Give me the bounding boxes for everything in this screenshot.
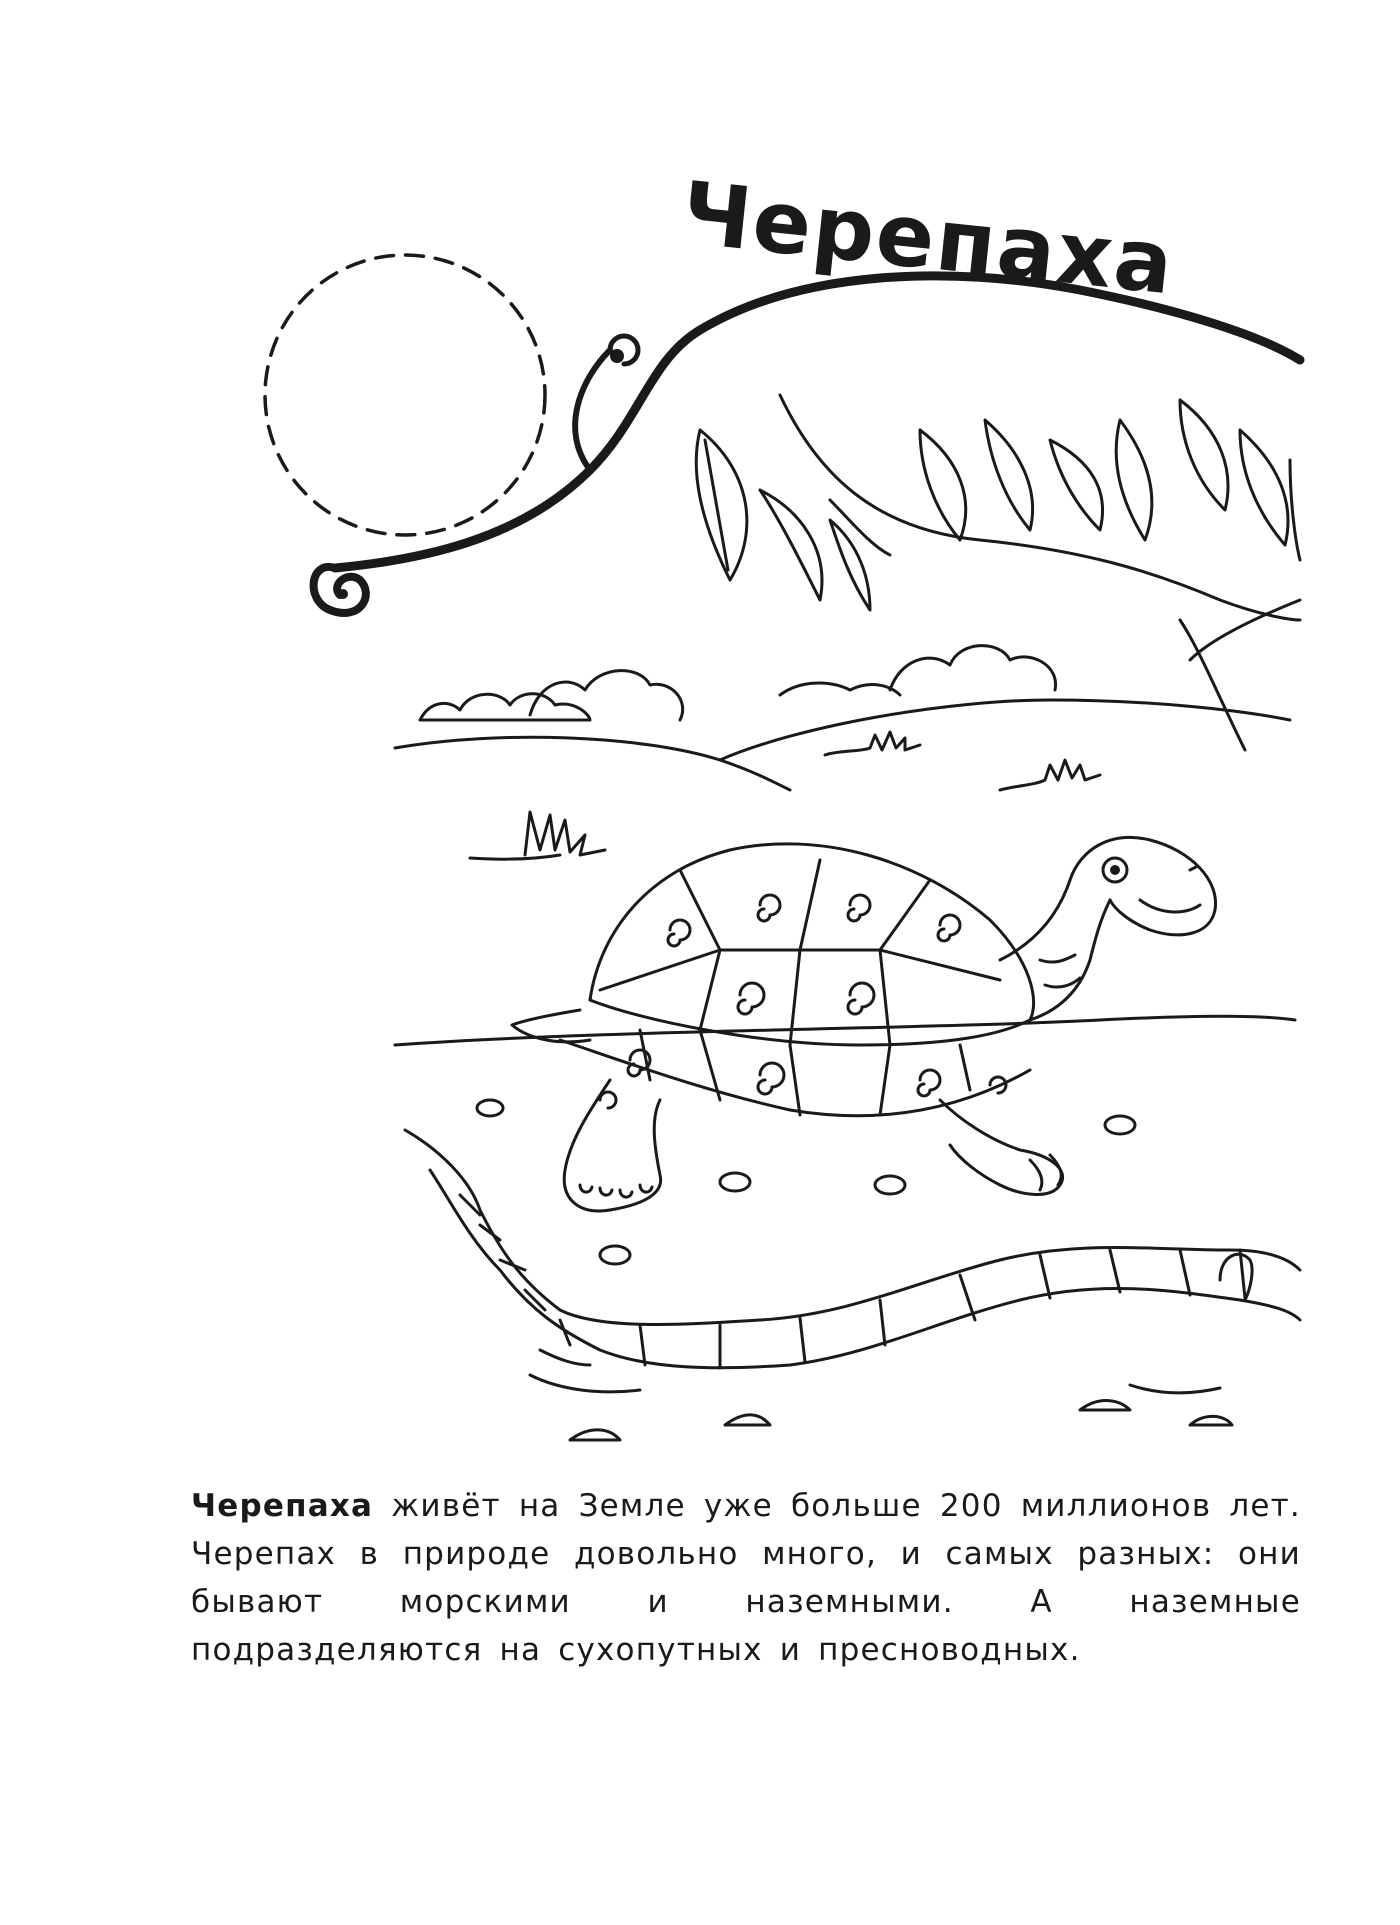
water-ripples — [530, 1350, 1232, 1440]
description-lead: Черепаха — [191, 1488, 374, 1524]
leafy-branch — [696, 395, 1300, 750]
description-text: живёт на Земле уже больше 200 миллионов лет. Черепах в природе довольно много, и самых разных: они бывают морскими и наземными. А наземные подразделяются на сухопутных и пресноводных. — [191, 1488, 1301, 1668]
page-title: Черепаха — [676, 163, 1180, 315]
description-paragraph — [191, 1482, 1301, 1674]
pebbles — [477, 1100, 1135, 1264]
turtle — [512, 837, 1216, 1211]
pond-shore — [405, 1130, 1300, 1368]
sticker-dashed-circle — [265, 255, 545, 535]
grass-tufts — [470, 732, 1100, 859]
bushes — [420, 646, 1056, 720]
